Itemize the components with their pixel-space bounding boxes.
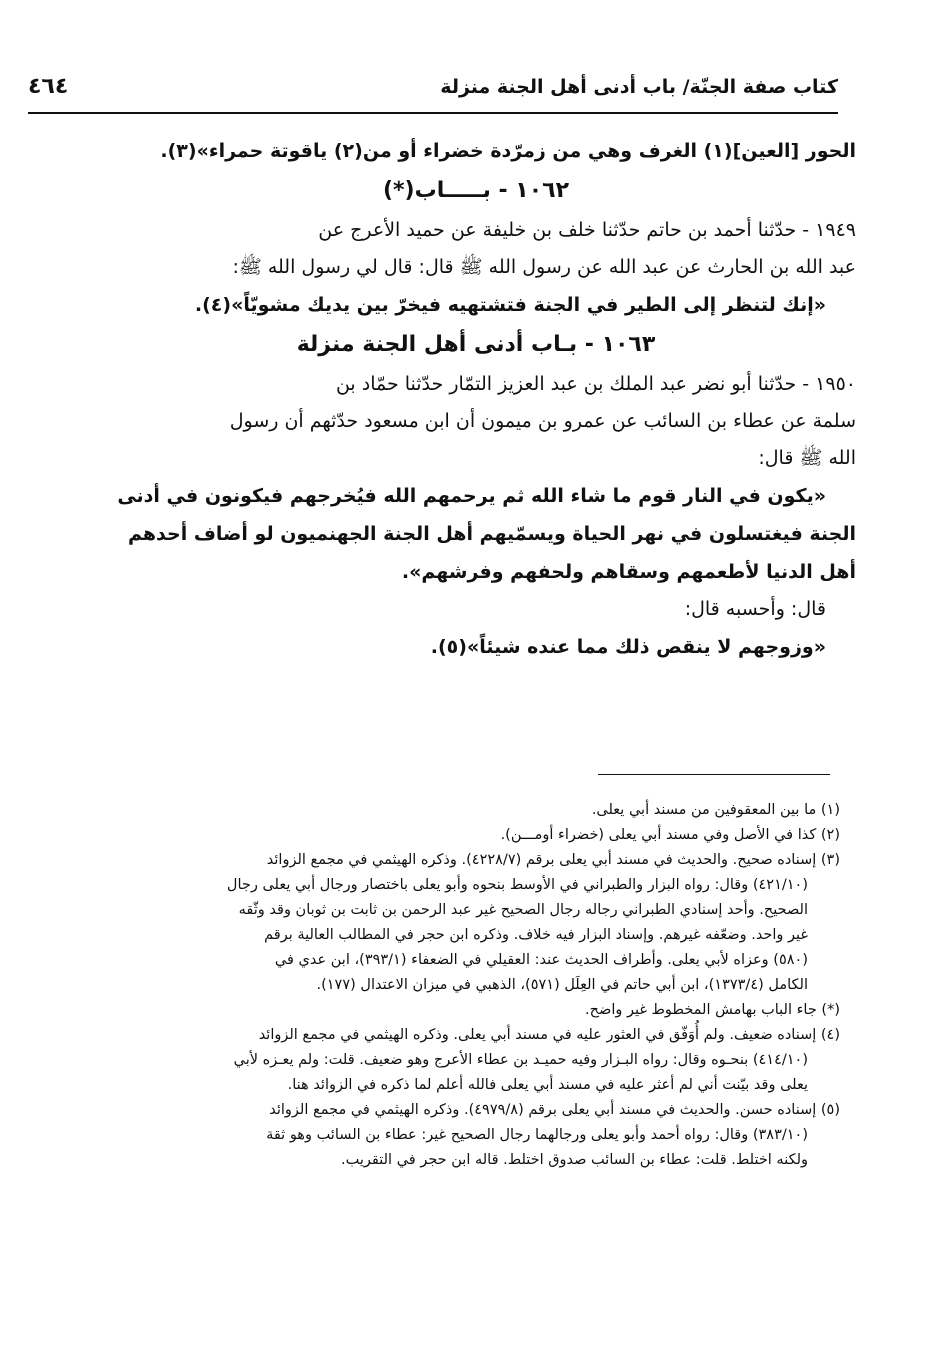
footnote-continuation: الكامل (١٣٧٣/٤)، ابن أبي حاتم في العِلَل (٥٧١)، الذهبي في ميزان الاعتدال (١٧٧). [316, 977, 808, 993]
narration-line: قال: وأحسبه قال: [684, 598, 826, 620]
hadith-text-line: «يكون في النار قوم ما شاء الله ثم يرحمهم الله فيُخرجهم فيكونون في أدنى [117, 485, 826, 507]
narration-line: ١٩٥٠ - حدّثنا أبو نضر عبد الملك بن عبد العزيز التمّار حدّثنا حمّاد بن [335, 373, 856, 395]
footnote-continuation: يعلى وقد بيّنت أني لم أعثر عليه في مسند أبي يعلى فالله أعلم لما ذكره في الزوائد هنا. [287, 1077, 808, 1093]
narration-line: سلمة عن عطاء بن السائب عن عمرو بن ميمون أن ابن مسعود حدّثهم أن رسول [229, 410, 856, 432]
chapter-heading: ١٠٦٢ - بـــــاب(*) [382, 178, 569, 203]
footnote: (٣) إسناده صحيح. والحديث في مسند أبي يعلى برقم (٤٢٢٨/٧). وذكره الهيثمي في مجمع الزوائد [266, 852, 840, 868]
chapter-heading: ١٠٦٣ - بـاب أدنى أهل الجنة منزلة [296, 332, 656, 357]
narration-line: الله ﷺ قال: [758, 447, 856, 469]
footnote: (٢) كذا في الأصل وفي مسند أبي يعلى (خضراء أومـــن). [500, 827, 840, 843]
hadith-text-line: «إنك لتنظر إلى الطير في الجنة فتشتهيه فيخرّ بين يديك مشويّاً»(٤). [194, 294, 826, 316]
main-text [96, 132, 856, 666]
footnotes [84, 798, 840, 1173]
footnote-continuation: ولكنه اختلط. قلت: عطاء بن السائب صدوق اختلط. قاله ابن حجر في التقريب. [341, 1152, 808, 1168]
hadith-text-line: الحور [العين](١) الغرف وهي من زمرّدة خضراء أو من(٢) ياقوتة حمراء»(٣). [160, 140, 856, 162]
footnote: (٤) إسناده ضعيف. ولم أُوَفّق في العثور عليه في مسند أبي يعلى. وذكره الهيثمي في مجمع الزوائد [258, 1027, 840, 1043]
running-head-title: كتاب صفة الجنّة/ باب أدنى أهل الجنة منزلة [440, 76, 838, 98]
hadith-text-line: أهل الدنيا لأطعمهم وسقاهم ولحفهم وفرشهم». [401, 561, 856, 583]
hadith-text-line: «وزوجهم لا ينقص ذلك مما عنده شيئاً»(٥). [430, 636, 826, 658]
footnote: (*) جاء الباب بهامش المخطوط غير واضح. [585, 1002, 840, 1018]
footnote-separator [598, 774, 830, 775]
footnote-continuation: (٥٨٠) وعزاه لأبي يعلى. وأطراف الحديث عند: العقيلي في الضعفاء (٣٩٣/١)، ابن عدي في [274, 952, 808, 968]
footnote-continuation: (٤١٤/١٠) بنحـوه وقال: رواه البـزار وفيه حميـد بن عطاء الأعرج وهو ضعيف. قلت: ولم يعـزه لأبي [233, 1052, 808, 1068]
footnote-continuation: (٣٨٣/١٠) وقال: رواه أحمد وأبو يعلى ورجالهما رجال الصحيح غير: عطاء بن السائب وهو ثقة [266, 1127, 808, 1143]
narration-line: ١٩٤٩ - حدّثنا أحمد بن حاتم حدّثنا خلف بن خليفة عن حميد الأعرج عن [318, 219, 856, 241]
footnote: (٥) إسناده حسن. والحديث في مسند أبي يعلى برقم (٤٩٧٩/٨). وذكره الهيثمي في مجمع الزوائد [269, 1102, 840, 1118]
narration-line: عبد الله بن الحارث عن عبد الله عن رسول الله ﷺ قال: قال لي رسول الله ﷺ: [232, 256, 856, 278]
footnote-continuation: (٤٢١/١٠) وقال: رواه البزار والطبراني في الأوسط بنحوه وأبو يعلى باختصار ورجال أبي يعلى رجال [226, 877, 808, 893]
page-number: ٤٦٤ [28, 74, 69, 99]
footnote-continuation: غير واحد. وضعّفه غيرهم. وإسناد البزار فيه خلاف. وذكره ابن حجر في المطالب العالية برقم [264, 927, 808, 943]
header-rule [28, 112, 838, 114]
running-head [28, 72, 838, 112]
footnote-continuation: الصحيح. وأحد إسنادي الطبراني رجاله رجال الصحيح غير عبد الرحمن بن ثابت بن ثوبان وقد وثّقه [238, 902, 808, 918]
hadith-text-line: الجنة فيغتسلون في نهر الحياة ويسمّيهم أهل الجنة الجهنميون لو أضاف أحدهم [127, 523, 856, 545]
footnote: (١) ما بين المعقوفين من مسند أبي يعلى. [591, 802, 840, 818]
